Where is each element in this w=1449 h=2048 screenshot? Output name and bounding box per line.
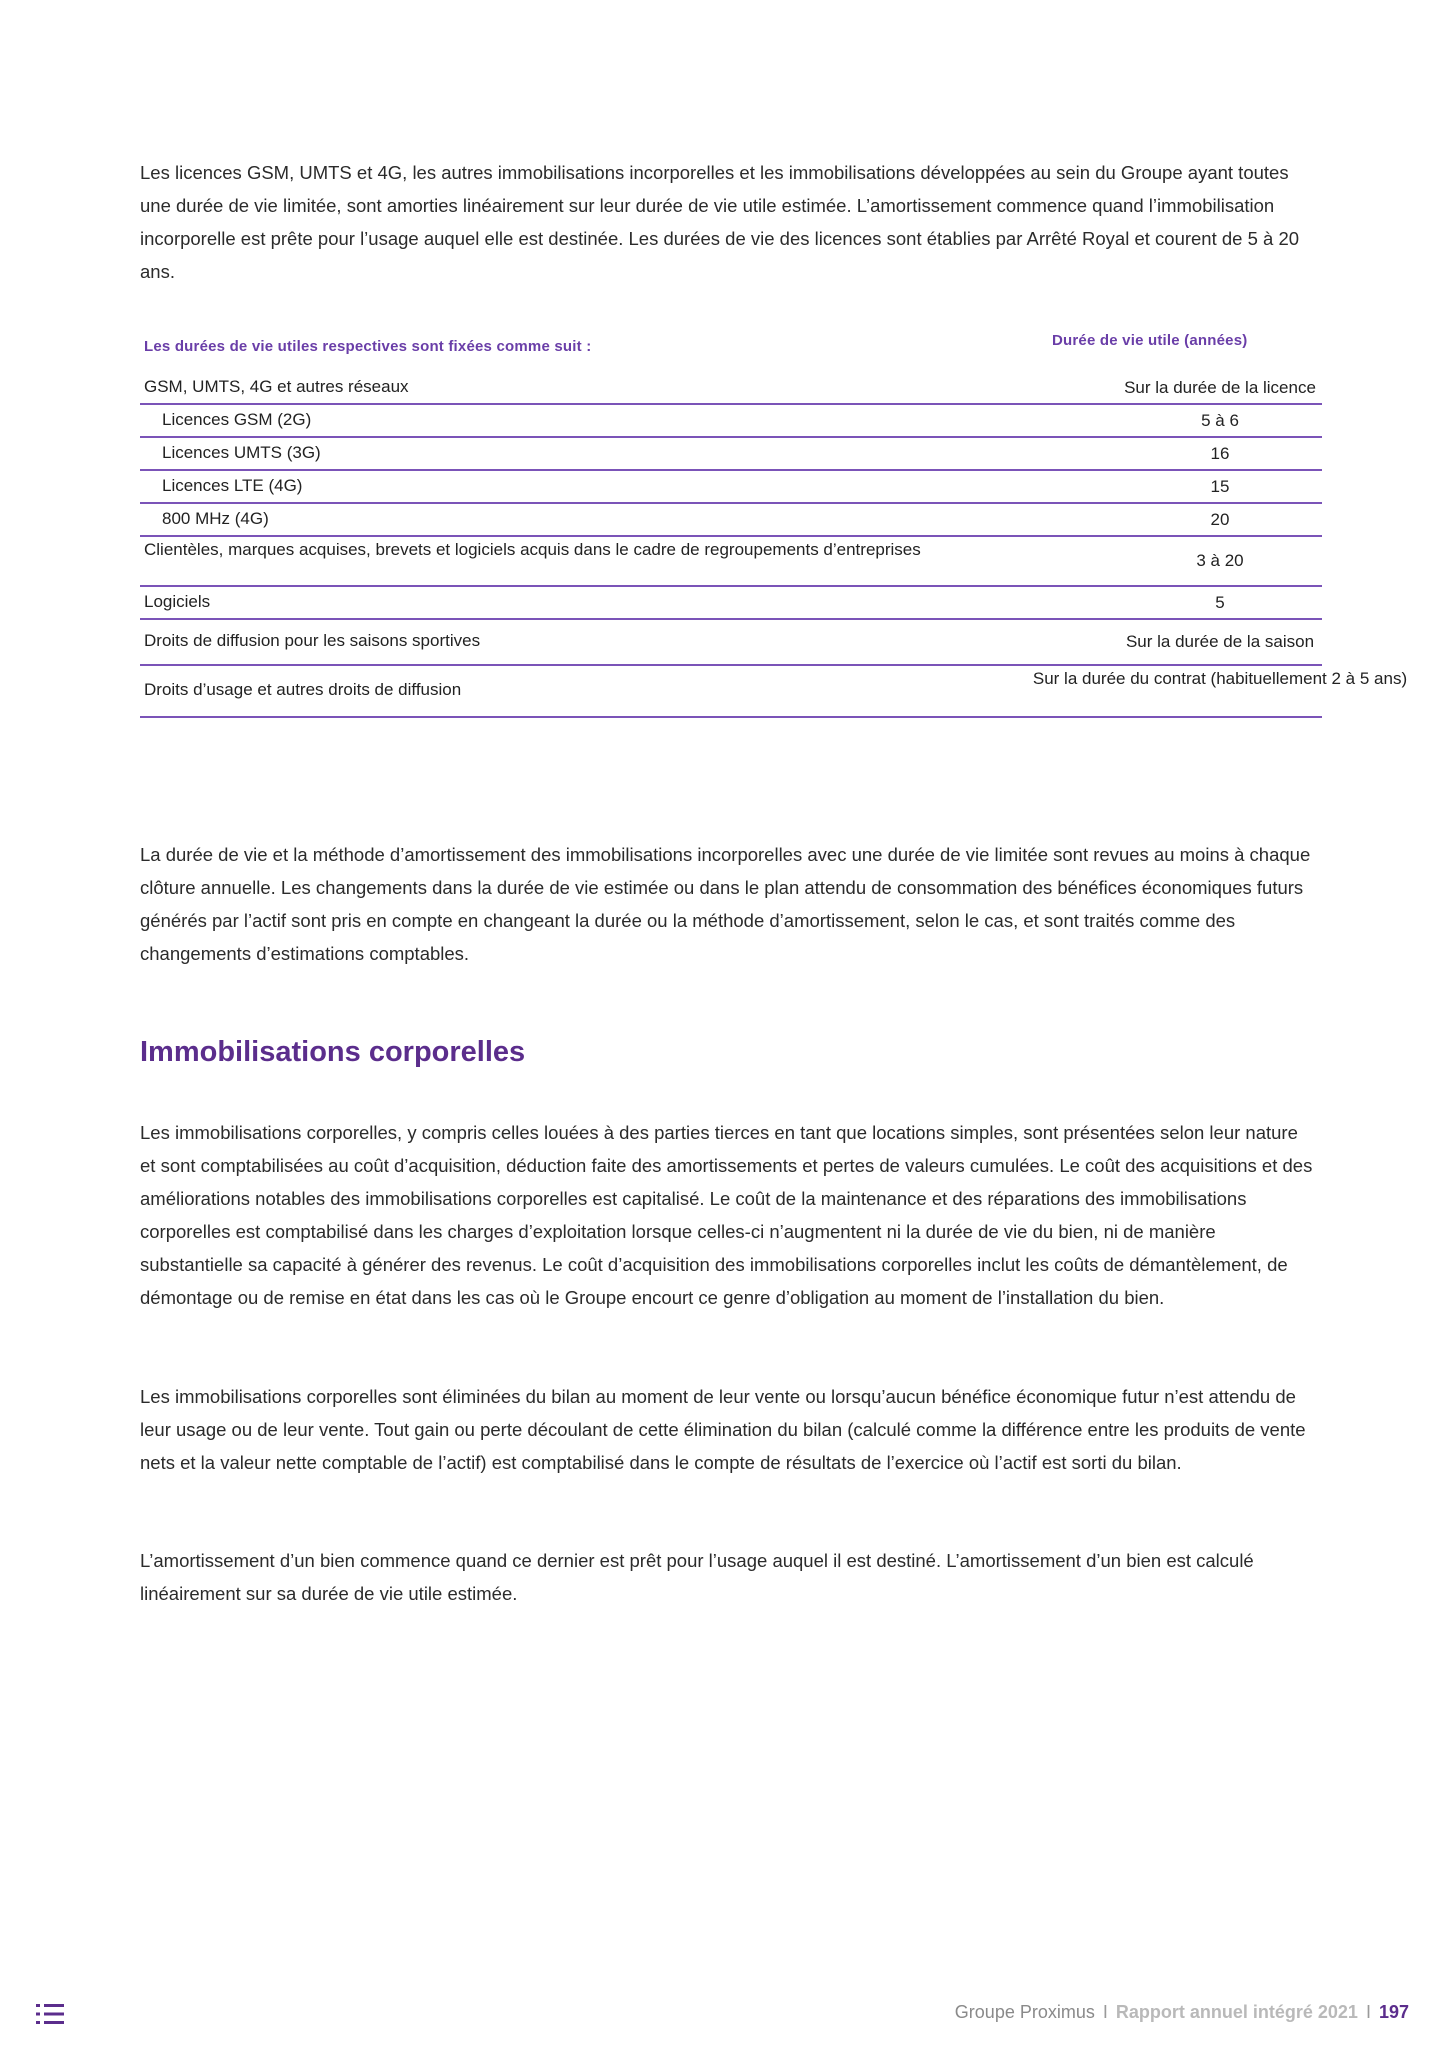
row-label: Licences UMTS (3G)	[162, 443, 321, 462]
row-label: Logiciels	[144, 592, 211, 611]
row-label: GSM, UMTS, 4G et autres réseaux	[144, 377, 409, 396]
row-label: 800 MHz (4G)	[162, 509, 269, 528]
footer-report-title: Rapport annuel intégré 2021	[1115, 2002, 1358, 2022]
table-row	[140, 666, 1408, 718]
row-value: Sur la durée de la saison	[1125, 632, 1315, 651]
row-value: 5	[1215, 593, 1225, 612]
row-label: Droits de diffusion pour les saisons sportives	[144, 631, 481, 650]
table-row	[140, 620, 1322, 666]
row-value: 5 à 6	[1201, 411, 1239, 430]
footer-company: Groupe Proximus	[954, 2002, 1095, 2022]
amortization-review-paragraph: La durée de vie et la méthode d’amortissement des immobilisations incorporelles avec une durée de vie limitée sont revues au moins à chaque clôture annuelle. Les changements dans la durée de vie estimée ou dans le plan attendu de consommation des bénéfices économiques futurs générés par l’actif sont pris en compte en changeant la durée ou la méthode d’amortissement, selon le cas, et sont traités comme des changements d’estimations comptables.	[140, 844, 1311, 964]
row-value: 15	[1210, 477, 1230, 496]
page-footer	[955, 2002, 1409, 2023]
table-header	[140, 320, 1322, 372]
depreciation-start-paragraph: L’amortissement d’un bien commence quand ce dernier est prêt pour l’usage auquel il est destiné. L’amortissement d’un bien est calculé linéairement sur sa durée de vie utile estimée.	[140, 1550, 1254, 1604]
useful-life-table	[140, 320, 1408, 718]
row-label: Droits d’usage et autres droits de diffusion	[144, 680, 462, 699]
intro-paragraph: Les licences GSM, UMTS et 4G, les autres immobilisations incorporelles et les immobilisations développées au sein du Groupe ayant toutes une durée de vie limitée, sont amorties linéairement sur leur durée de vie utile estimée. L’amortissement commence quand l’immobilisation incorporelle est prête pour l’usage auquel elle est destinée. Les durées de vie des licences sont établies par Arrêté Royal et courent de 5 à 20 ans.	[140, 162, 1300, 282]
table-row	[140, 587, 1322, 620]
table-header-right: Durée de vie utile (années)	[1052, 332, 1248, 349]
page-number: 197	[1378, 2002, 1409, 2022]
row-value: 16	[1210, 444, 1230, 463]
table-row	[140, 471, 1322, 504]
tangible-assets-paragraph: Les immobilisations corporelles, y compris celles louées à des parties tierces en tant que locations simples, sont présentées selon leur nature et sont comptabilisées au coût d’acquisition, déduction faite des amortissements et pertes de valeurs cumulées. Le coût des acquisitions et des améliorations notables des immobilisations corporelles est capitalisé. Le coût de la maintenance et des réparations des immobilisations corporelles est comptabilisé dans les charges d’exploitation lorsque celles-ci n’augmentent ni la durée de vie du bien, ni de manière substantielle sa capacité à générer des revenus. Le coût d’acquisition des immobilisations corporelles inclut les coûts de démantèlement, de démontage ou de remise en état dans les cas où le Groupe encourt ce genre d’obligation au moment de l’installation du bien.	[140, 1122, 1313, 1308]
derecognition-paragraph: Les immobilisations corporelles sont éliminées du bilan au moment de leur vente ou lorsqu’aucun bénéfice économique futur n’est attendu de leur usage ou de leur vente. Tout gain ou perte découlant de cette élimination du bilan (calculé comme la différence entre les produits de vente nets et la valeur nette comptable de l’actif) est comptabilisé dans le compte de résultats de l’exercice où l’actif est sorti du bilan.	[140, 1386, 1306, 1473]
list-menu-icon[interactable]	[36, 2002, 64, 2026]
table-row	[140, 372, 1322, 405]
row-label: Licences LTE (4G)	[162, 476, 303, 495]
row-value: Sur la durée de la licence	[1124, 378, 1316, 397]
table-row	[140, 504, 1322, 537]
table-header-left: Les durées de vie utiles respectives sont fixées comme suit :	[144, 338, 592, 355]
row-value: 20	[1210, 510, 1230, 529]
row-label: Licences GSM (2G)	[162, 410, 312, 429]
row-value: 3 à 20	[1196, 551, 1244, 570]
table-row	[140, 405, 1322, 438]
section-heading: Immobilisations corporelles	[140, 1036, 526, 1068]
table-row	[140, 438, 1322, 471]
table-row	[140, 537, 1322, 587]
row-value: Sur la durée du contrat (habituellement 2 à 5 ans)	[1032, 669, 1408, 688]
footer-separator: I	[1365, 2002, 1371, 2022]
row-label: Clientèles, marques acquises, brevets et logiciels acquis dans le cadre de regroupements d’entreprises	[144, 540, 921, 559]
footer-separator: I	[1102, 2002, 1108, 2022]
